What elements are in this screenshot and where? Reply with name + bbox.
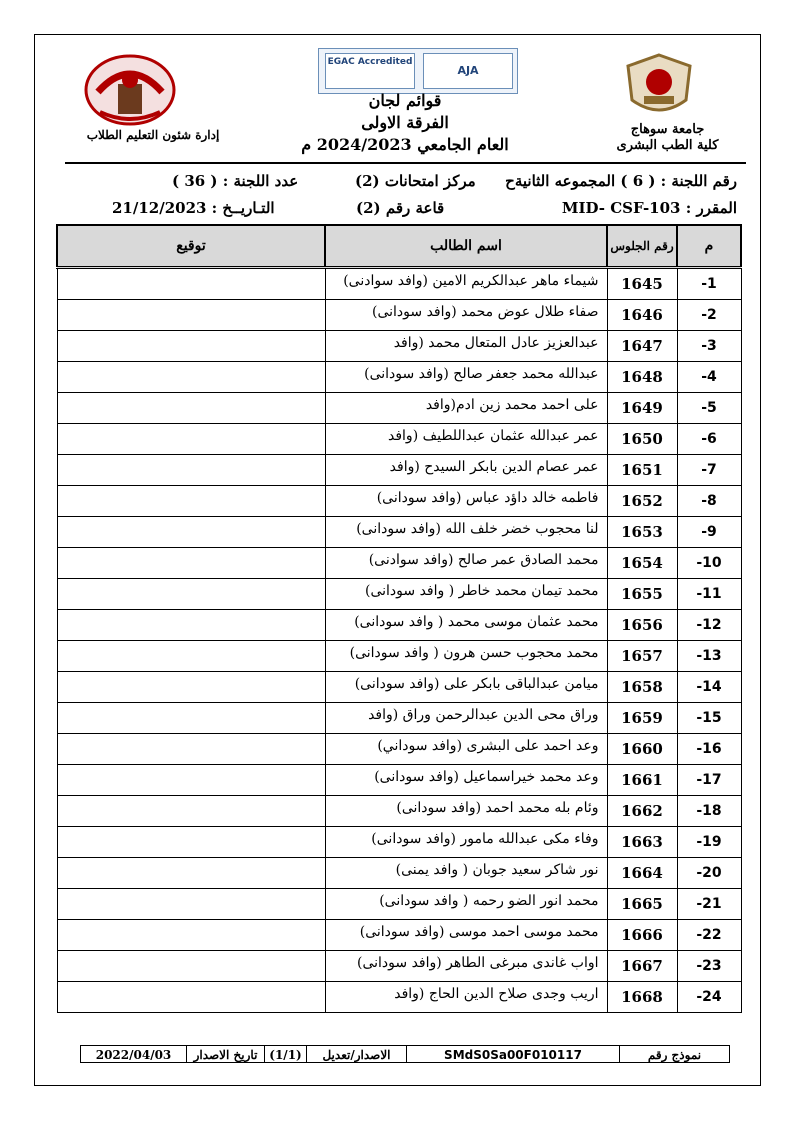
seat-number-cell: 1668 [607,982,677,1013]
student-name-cell: لنا محجوب خضر خلف الله (وافد سودانى) [325,517,607,548]
header-index: م [677,225,741,268]
index-cell: -20 [677,858,741,889]
index-cell: -10 [677,548,741,579]
signature-cell [57,703,325,734]
signature-cell [57,734,325,765]
aja-badge: AJA [423,53,513,89]
title-line-2: الفرقة الاولى [361,113,449,132]
signature-cell [57,796,325,827]
seat-number-cell: 1651 [607,455,677,486]
signature-cell [57,300,325,331]
seat-number-cell: 1658 [607,672,677,703]
index-cell: -8 [677,486,741,517]
table-row [57,455,741,486]
student-affairs-logo [80,50,180,128]
page-title-block [300,90,510,156]
student-name-cell: فاطمه خالد داؤد عباس (وافد سودانى) [325,486,607,517]
student-name-cell: عمر عبدالله عثمان عبداللطيف (وافد [325,424,607,455]
seat-number-cell: 1665 [607,889,677,920]
index-cell: -19 [677,827,741,858]
signature-cell [57,393,325,424]
students-table [56,224,742,1013]
index-cell: -15 [677,703,741,734]
seat-number-cell: 1650 [607,424,677,455]
student-name-cell: محمد انور الضو رحمه ( وافد سودانى) [325,889,607,920]
form-footer [80,1045,730,1065]
header-student-name: اسم الطالب [325,225,607,268]
signature-cell [57,889,325,920]
faculty-name: كلية الطب البشرى [616,138,719,153]
student-name-cell: على احمد محمد زين ادم(وافد [325,393,607,424]
exam-date: التـاريــخ : 21/12/2023 [112,199,275,217]
student-name-cell: وعد محمد خيراسماعيل (وافد سودانى) [325,765,607,796]
index-cell: -7 [677,455,741,486]
hall-number: قاعة رقم (2) [356,199,445,217]
students-table-body [57,268,741,1013]
edition-value: (1/1) [265,1045,307,1063]
university-name: جامعة سوهاج [630,122,705,137]
seat-number-cell: 1662 [607,796,677,827]
index-cell: -5 [677,393,741,424]
table-row [57,300,741,331]
table-row [57,672,741,703]
table-row [57,951,741,982]
student-name-cell: محمد محجوب حسن هرون ( وافد سودانى) [325,641,607,672]
seat-number-cell: 1666 [607,920,677,951]
signature-cell [57,827,325,858]
signature-cell [57,455,325,486]
table-row [57,331,741,362]
index-cell: -3 [677,331,741,362]
table-row [57,982,741,1013]
title-line-3: العام الجامعي 2024/2023 م [301,135,509,154]
seat-number-cell: 1660 [607,734,677,765]
seat-number-cell: 1655 [607,579,677,610]
student-name-cell: عبدالعزيز عادل المتعال محمد (وافد [325,331,607,362]
signature-cell [57,424,325,455]
table-row [57,827,741,858]
title-line-1: قوائم لجان [368,91,442,110]
student-name-cell: اواب غاندى مبرغى الطاهر (وافد سودانى) [325,951,607,982]
table-row [57,641,741,672]
seat-number-cell: 1663 [607,827,677,858]
seat-number-cell: 1659 [607,703,677,734]
index-cell: -4 [677,362,741,393]
seat-number-cell: 1648 [607,362,677,393]
table-row [57,734,741,765]
committee-number: رقم اللجنة : ( 6 ) المجموعه الثانيةح [505,172,737,190]
table-row [57,579,741,610]
issue-date-label: تاريخ الاصدار [187,1045,265,1063]
header-seat-number: رقم الجلوس [607,225,677,268]
seat-number-cell: 1664 [607,858,677,889]
student-name-cell: محمد الصادق عمر صالح (وافد سوادنى) [325,548,607,579]
student-name-cell: وراق محى الدين عبدالرحمن وراق (وافد [325,703,607,734]
accreditation-banner [318,48,518,94]
index-cell: -22 [677,920,741,951]
edition-label: الاصدار/تعديل [307,1045,407,1063]
index-cell: -9 [677,517,741,548]
student-name-cell: وعد احمد على البشرى (وافد سوداني) [325,734,607,765]
seat-number-cell: 1647 [607,331,677,362]
index-cell: -18 [677,796,741,827]
signature-cell [57,641,325,672]
seat-number-cell: 1656 [607,610,677,641]
table-row [57,858,741,889]
student-name-cell: اريب وجدى صلاح الدين الحاج (وافد [325,982,607,1013]
student-name-cell: نور شاكر سعيد جوبان ( وافد يمنى) [325,858,607,889]
table-row [57,920,741,951]
student-name-cell: صفاء طلال عوض محمد (وافد سودانى) [325,300,607,331]
seat-number-cell: 1653 [607,517,677,548]
signature-cell [57,951,325,982]
index-cell: -12 [677,610,741,641]
department-name: إدارة شئون التعليم الطلاب [86,128,220,142]
seat-number-cell: 1652 [607,486,677,517]
signature-cell [57,331,325,362]
seat-number-cell: 1657 [607,641,677,672]
student-name-cell: محمد تيمان محمد خاطر ( وافد سودانى) [325,579,607,610]
form-code: SMdS0Sa00F010117 [407,1045,620,1063]
index-cell: -24 [677,982,741,1013]
signature-cell [57,920,325,951]
seat-number-cell: 1654 [607,548,677,579]
table-row [57,424,741,455]
student-name-cell: شيماء ماهر عبدالكريم الامين (وافد سوادنى) [325,268,607,300]
signature-cell [57,858,325,889]
header-signature: توقيع [57,225,325,268]
signature-cell [57,672,325,703]
index-cell: -16 [677,734,741,765]
table-row [57,765,741,796]
signature-cell [57,517,325,548]
table-row [57,548,741,579]
index-cell: -23 [677,951,741,982]
signature-cell [57,362,325,393]
signature-cell [57,579,325,610]
table-row [57,610,741,641]
table-row [57,703,741,734]
index-cell: -11 [677,579,741,610]
index-cell: -6 [677,424,741,455]
index-cell: -13 [677,641,741,672]
student-name-cell: محمد موسى احمد موسى (وافد سودانى) [325,920,607,951]
course-code: المقرر : MID- CSF-103 [561,199,737,217]
student-name-cell: عبدالله محمد جعفر صالح (وافد سودانى) [325,362,607,393]
student-name-cell: عمر عصام الدين بابكر السيدح (وافد [325,455,607,486]
index-cell: -14 [677,672,741,703]
exam-center: مركز امتحانات (2) [355,172,476,190]
table-row [57,889,741,920]
seat-number-cell: 1645 [607,268,677,300]
university-name-block [600,122,735,154]
seat-number-cell: 1646 [607,300,677,331]
table-row [57,486,741,517]
index-cell: -21 [677,889,741,920]
table-row [57,268,741,300]
committee-count: عدد اللجنة : ( 36 ) [172,172,299,190]
student-name-cell: ميامن عبدالباقى بابكر على (وافد سودانى) [325,672,607,703]
university-logo [622,52,696,122]
table-row [57,796,741,827]
form-number-label: نموذج رقم [620,1045,730,1063]
signature-cell [57,610,325,641]
signature-cell [57,982,325,1013]
index-cell: -17 [677,765,741,796]
signature-cell [57,765,325,796]
student-name-cell: محمد عثمان موسى محمد ( وافد سودانى) [325,610,607,641]
signature-cell [57,268,325,300]
table-row [57,393,741,424]
table-header-row [57,225,741,268]
index-cell: -2 [677,300,741,331]
seat-number-cell: 1661 [607,765,677,796]
header-divider [65,162,746,164]
seat-number-cell: 1649 [607,393,677,424]
table-row [57,517,741,548]
seat-number-cell: 1667 [607,951,677,982]
student-name-cell: وفاء مكى عبدالله مامور (وافد سودانى) [325,827,607,858]
egac-badge: EGAC Accredited [325,53,415,89]
table-row [57,362,741,393]
index-cell: -1 [677,268,741,300]
issue-date-value: 2022/04/03 [80,1045,187,1063]
student-name-cell: وئام بله محمد احمد (وافد سودانى) [325,796,607,827]
signature-cell [57,486,325,517]
signature-cell [57,548,325,579]
